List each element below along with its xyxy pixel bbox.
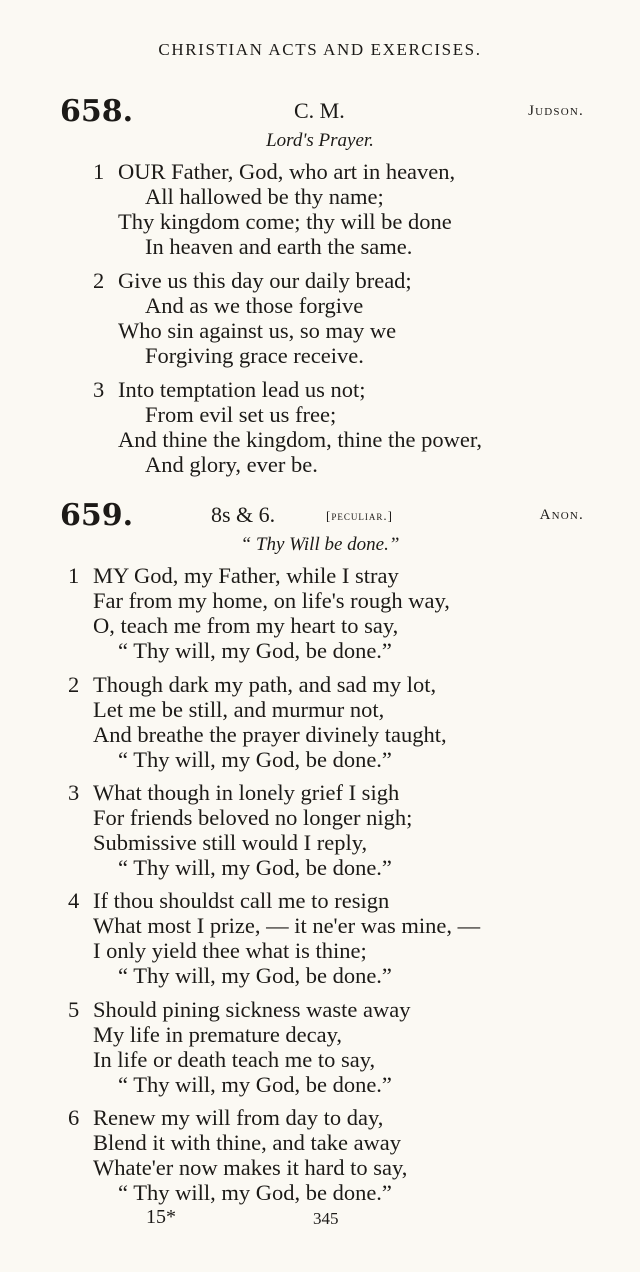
verse-line: Whate'er now makes it hard to say, xyxy=(93,1155,408,1180)
hymn-header xyxy=(0,498,640,538)
verse-line: Renew my will from day to day, xyxy=(93,1105,384,1130)
hymn-composer: Anon. xyxy=(539,507,584,523)
hymn-subtitle: “ Thy Will be done.” xyxy=(240,534,400,555)
verse-line: Let me be still, and murmur not, xyxy=(93,697,385,722)
verse-number: 2 xyxy=(93,268,105,293)
verse-line: I only yield thee what is thine; xyxy=(93,938,367,963)
hymn-number: 658. xyxy=(60,94,134,129)
verse-line: Thy kingdom come; thy will be done xyxy=(118,209,452,234)
verse-number: 3 xyxy=(68,780,80,805)
verse-line: And thine the kingdom, thine the power, xyxy=(118,427,483,452)
verse-line: If thou shouldst call me to resign xyxy=(93,888,390,913)
hymn-meter: C. M. xyxy=(294,98,345,123)
hymn-meter-note: [peculiar.] xyxy=(326,508,393,523)
hymn-number: 659. xyxy=(60,498,134,533)
verse-line: O, teach me from my heart to say, xyxy=(93,613,399,638)
verse-line: MY God, my Father, while I stray xyxy=(93,563,399,588)
verse-line: “ Thy will, my God, be done.” xyxy=(118,963,392,988)
verse-line: Though dark my path, and sad my lot, xyxy=(93,672,437,697)
verse-line: “ Thy will, my God, be done.” xyxy=(118,1072,392,1097)
signature-mark: 15* xyxy=(146,1206,176,1228)
verse-line: OUR Father, God, who art in heaven, xyxy=(118,159,456,184)
verse-line: Blend it with thine, and take away xyxy=(93,1130,402,1155)
hymn-header xyxy=(0,94,640,134)
running-head: CHRISTIAN ACTS AND EXERCISES. xyxy=(158,40,482,59)
verse-number: 4 xyxy=(68,888,80,913)
hymn-meter: 8s & 6. xyxy=(211,502,276,527)
verse-line: Who sin against us, so may we xyxy=(118,318,397,343)
verse-line: From evil set us free; xyxy=(145,402,337,427)
verse-line: “ Thy will, my God, be done.” xyxy=(118,1180,392,1205)
verse-line: “ Thy will, my God, be done.” xyxy=(118,855,392,880)
verse-number: 1 xyxy=(93,159,105,184)
page-number: 345 xyxy=(313,1209,339,1228)
verse-line: And breathe the prayer divinely taught, xyxy=(93,722,447,747)
verse-line: What though in lonely grief I sigh xyxy=(93,780,400,805)
verse-number: 2 xyxy=(68,672,80,697)
verse-line: For friends beloved no longer nigh; xyxy=(93,805,413,830)
verse-line: And glory, ever be. xyxy=(145,452,318,477)
verse-number: 5 xyxy=(68,997,80,1022)
verse-line: My life in premature decay, xyxy=(93,1022,343,1047)
verse-line: Give us this day our daily bread; xyxy=(118,268,412,293)
verse-line: And as we those forgive xyxy=(145,293,364,318)
verse-line: Into temptation lead us not; xyxy=(118,377,366,402)
verse-line: “ Thy will, my God, be done.” xyxy=(118,638,392,663)
verse-line: All hallowed be thy name; xyxy=(145,184,384,209)
verse-line: In heaven and earth the same. xyxy=(145,234,413,259)
verse-line: In life or death teach me to say, xyxy=(93,1047,376,1072)
verse-line: Should pining sickness waste away xyxy=(93,997,411,1022)
verse-line: What most I prize, — it ne'er was mine, — xyxy=(93,913,481,938)
page-footer xyxy=(0,1206,640,1236)
verse-line: “ Thy will, my God, be done.” xyxy=(118,747,392,772)
hymn-subtitle: Lord's Prayer. xyxy=(266,130,374,151)
verse-line: Far from my home, on life's rough way, xyxy=(93,588,450,613)
verse-line: Forgiving grace receive. xyxy=(145,343,364,368)
verse-number: 6 xyxy=(68,1105,80,1130)
verse-line: Submissive still would I reply, xyxy=(93,830,368,855)
hymn-composer: Judson. xyxy=(528,103,584,119)
verse-number: 3 xyxy=(93,377,105,402)
verse-number: 1 xyxy=(68,563,80,588)
